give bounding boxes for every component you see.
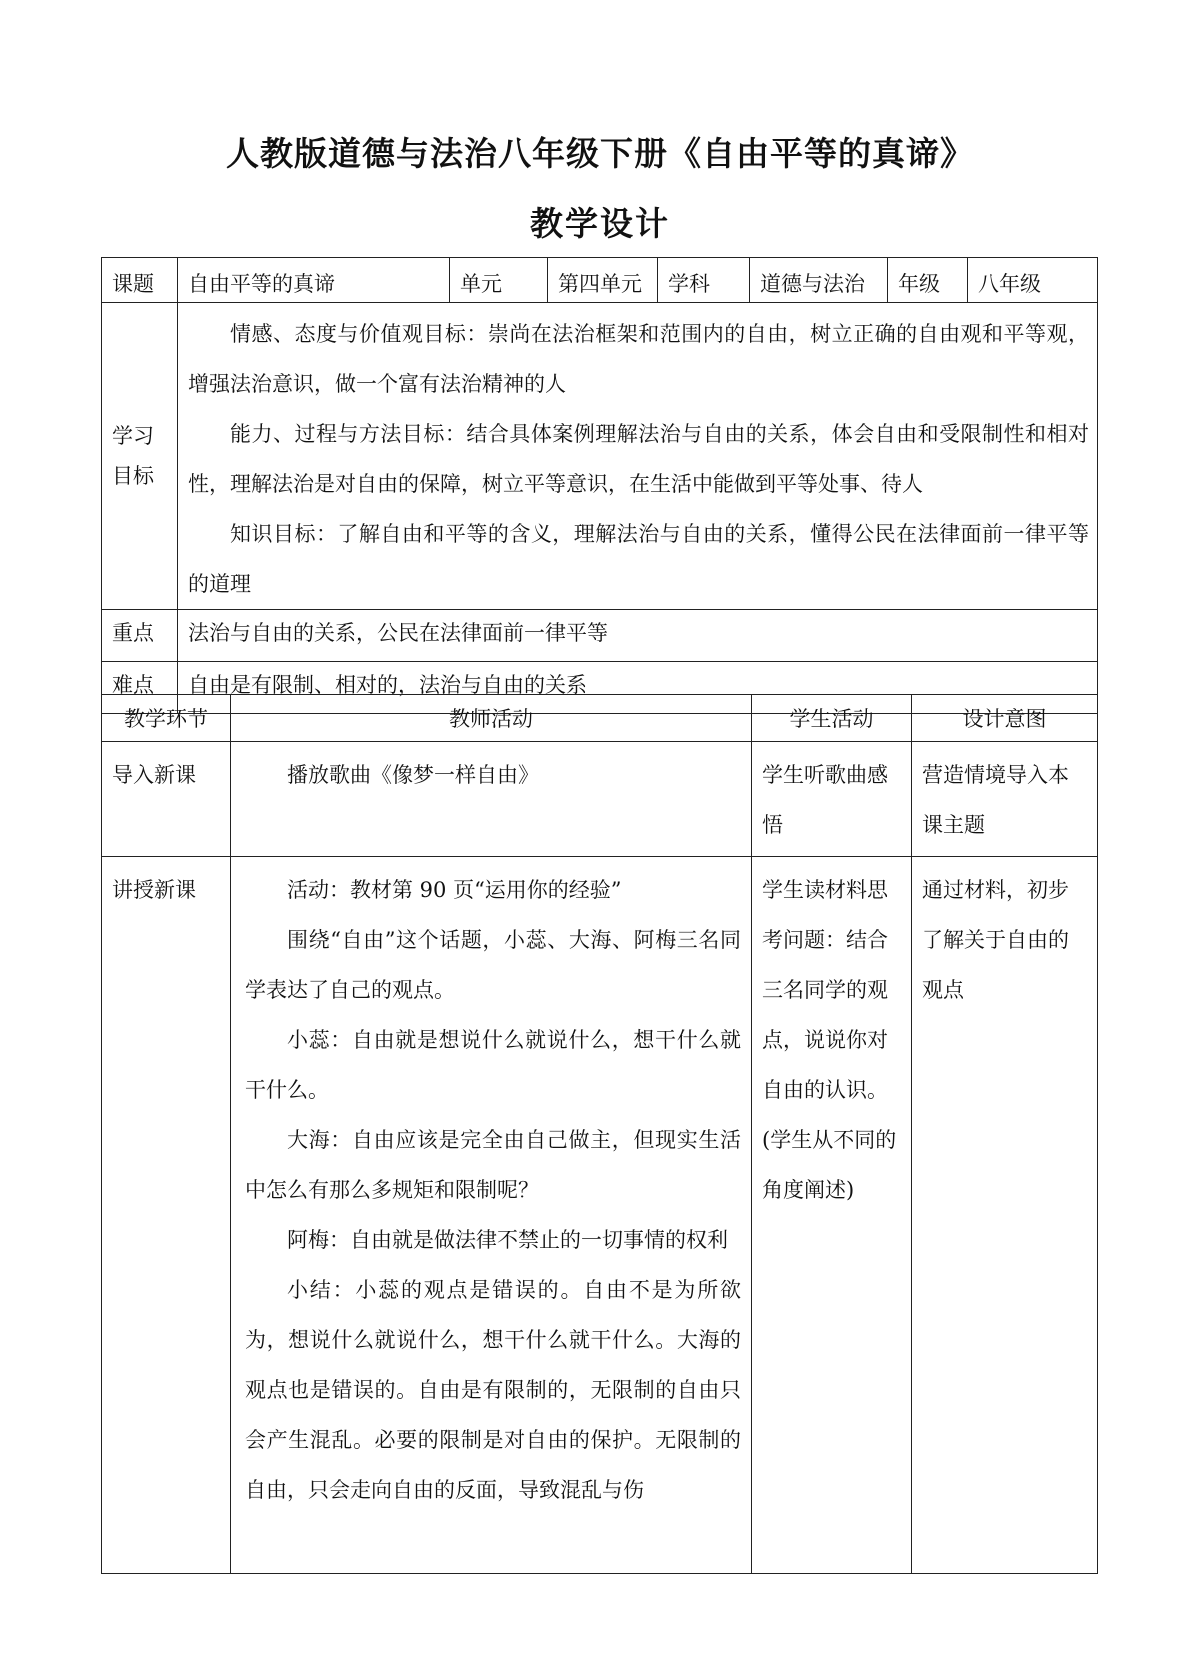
process-header-row [102,695,1098,742]
subject-value: 道德与法治 [750,258,888,303]
header-teacher: 教师活动 [231,695,752,742]
teacher-paragraph: 小蕊：自由就是想说什么就说什么，想干什么就干什么。 [245,1028,741,1102]
objective-knowledge: 知识目标：了解自由和平等的含义，理解法治与自由的关系，懂得公民在法律面前一律平等的道理 [188,522,1089,596]
teacher-paragraph: 播放歌曲《像梦一样自由》 [287,763,539,787]
teacher-cell [231,742,752,857]
unit-value: 第四单元 [548,258,658,303]
grade-value: 八年级 [968,258,1098,303]
student-cell: 学生读材料思考问题：结合三名同学的观点，说说你对自由的认识。(学生从不同的角度阐述) [752,857,912,1574]
key-point-label: 重点 [102,610,178,662]
process-table [101,694,1098,1574]
intent-cell: 营造情境导入本课主题 [912,742,1098,857]
objectives-label [102,303,178,610]
difficulty-label: 难点 [102,662,178,714]
teacher-paragraph: 围绕“自由”这个话题，小蕊、大海、阿梅三名同学表达了自己的观点。 [245,928,741,1002]
info-table [101,257,1098,714]
topic-value: 自由平等的真谛 [178,258,450,303]
document-subtitle: 教学设计 [530,204,670,243]
teacher-paragraph: 活动：教材第 90 页“运用你的经验” [287,878,622,902]
key-point-value: 法治与自由的关系，公民在法律面前一律平等 [178,610,1098,662]
stage-cell: 导入新课 [102,742,231,857]
header-stage: 教学环节 [102,695,231,742]
objectives-content [178,303,1098,610]
stage-cell: 讲授新课 [102,857,231,1574]
header-student: 学生活动 [752,695,912,742]
teacher-cell [231,857,752,1574]
topic-label: 课题 [102,258,178,303]
intent-cell: 通过材料，初步了解关于自由的观点 [912,857,1098,1574]
unit-label: 单元 [450,258,548,303]
teacher-paragraph: 大海：自由应该是完全由自己做主，但现实生活中怎么有那么多规矩和限制呢？ [245,1128,741,1202]
info-row [102,258,1098,303]
teacher-paragraph: 小结：小蕊的观点是错误的。自由不是为所欲为，想说什么就说什么，想干什么就干什么。大海的观点也是错误的。自由是有限制的，无限制的自由只会产生混乱。必要的限制是对自由的保护。无限制的自由，只会走向自由的反面，导致混乱与伤 [245,1278,741,1502]
document-title: 人教版道德与法治八年级下册《自由平等的真谛》 [226,134,974,173]
objectives-label-text: 学习目标 [112,424,154,488]
table-row [102,857,1098,1574]
header-intent: 设计意图 [912,695,1098,742]
student-cell: 学生听歌曲感悟 [752,742,912,857]
difficulty-value: 自由是有限制、相对的，法治与自由的关系 [178,662,1098,714]
objective-ability: 能力、过程与方法目标：结合具体案例理解法治与自由的关系，体会自由和受限制性和相对性，理解法治是对自由的保障，树立平等意识，在生活中能做到平等处事、待人 [188,422,1089,496]
objective-affective: 情感、态度与价值观目标：崇尚在法治框架和范围内的自由，树立正确的自由观和平等观，增强法治意识，做一个富有法治精神的人 [188,322,1089,396]
objectives-row [102,303,1098,610]
teacher-paragraph: 阿梅：自由就是做法律不禁止的一切事情的权利 [287,1228,728,1252]
table-row [102,742,1098,857]
subject-label: 学科 [658,258,750,303]
grade-label: 年级 [888,258,968,303]
key-point-row [102,610,1098,662]
